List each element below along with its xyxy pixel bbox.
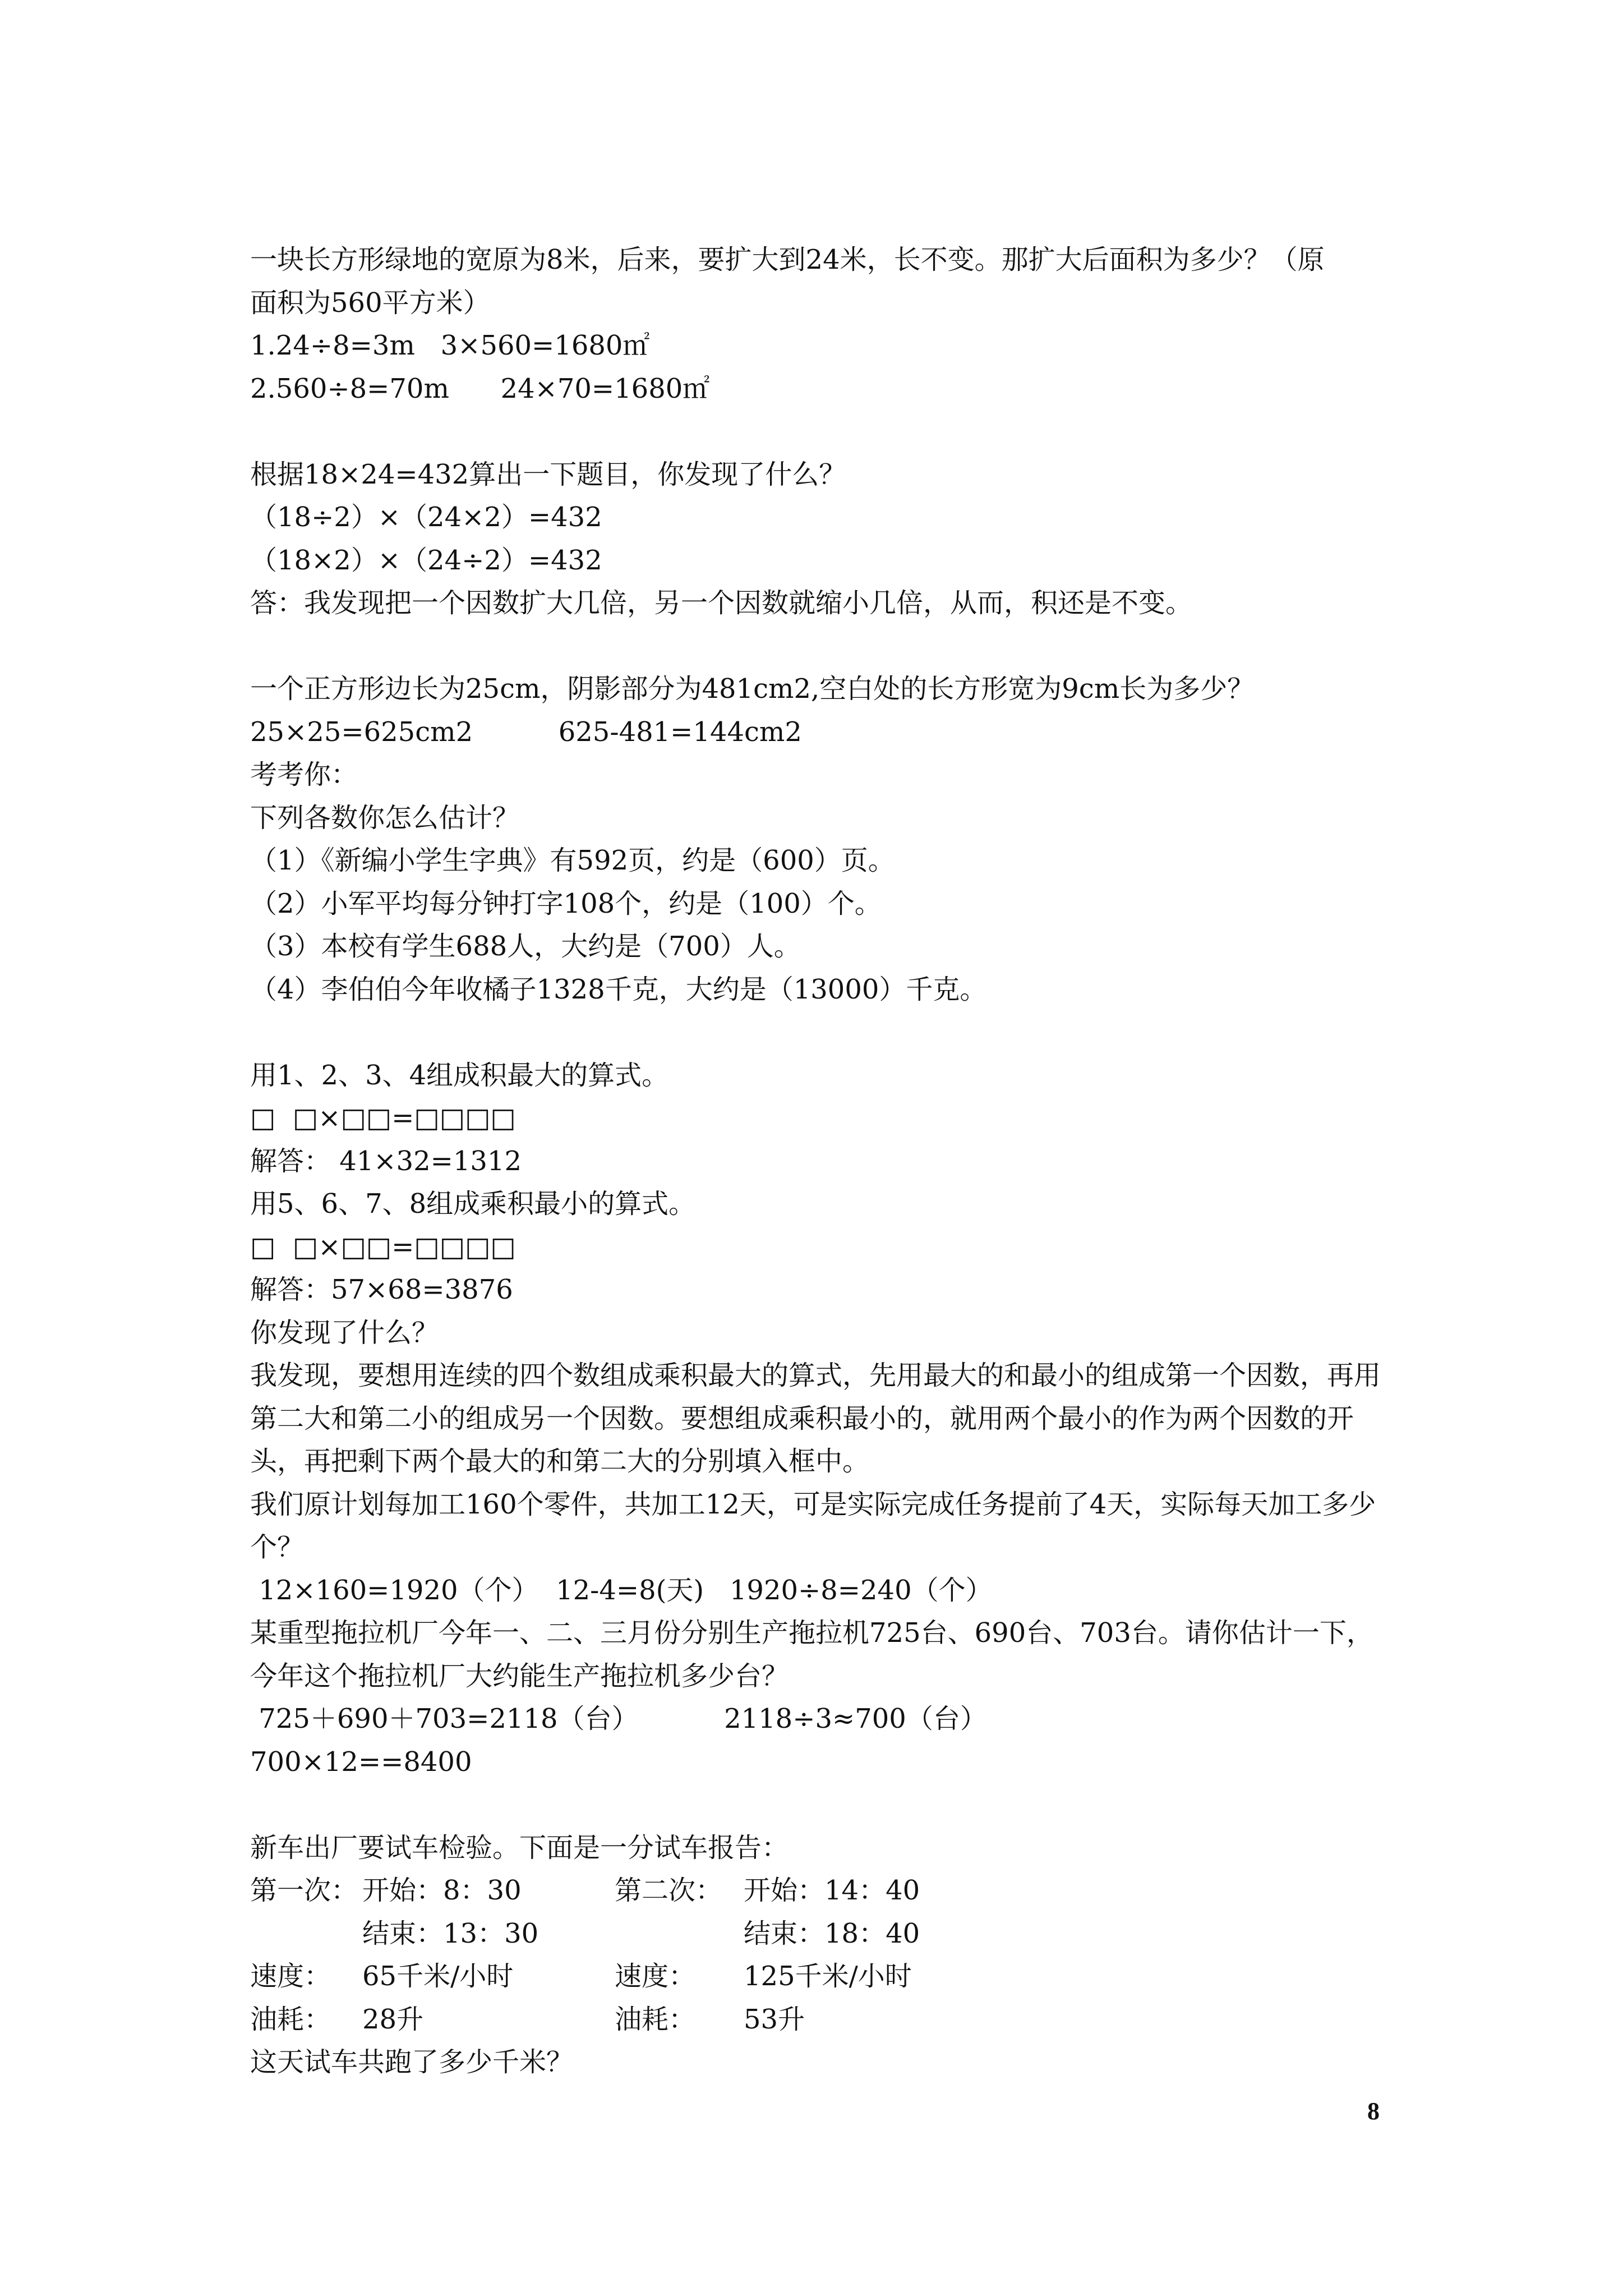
problem-5-boxes-max: □ □×□□=□□□□ <box>250 1102 516 1134</box>
document-body <box>250 238 1400 2084</box>
problem-5-prompt-min: 用5、6、7、8组成乘积最小的算式。 <box>250 1188 696 1220</box>
problem-7-prompt: 某重型拖拉机厂今年一、二、三月份分别生产拖拉机725台、690台、703台。请你估计一下，今年这个拖拉机厂大约能生产拖拉机多少台？ <box>250 1617 1373 1692</box>
problem-1-text-line-2: 面积为560平方米） <box>250 287 490 319</box>
first-run-speed: 65千米/小时 <box>362 1961 514 1992</box>
problem-6-solution: 12×160=1920（个） 12-4=8(天) 1920÷8=240（个） <box>250 1574 993 1606</box>
estimate-item-1: （1）《新编小学生字典》有592页，约是（600）页。 <box>250 845 895 876</box>
second-run-end: 结束：18：40 <box>744 1917 920 1949</box>
second-run-speed: 125千米/小时 <box>744 1961 912 1992</box>
problem-1-solution-1: 1.24÷8=3m 3×560=1680㎡ <box>250 330 650 361</box>
problem-8-question: 这天试车共跑了多少千米？ <box>250 2046 574 2078</box>
problem-5-finding: 我发现，要想用连续的四个数组成乘积最大的算式，先用最大的和最小的组成第一个因数，再用第二大和第二小的组成另一个因数。要想组成乘积最小的，就用两个最小的作为两个因数的开头，再把剩下两个最大的和第二大的分别填入框中。 <box>250 1360 1381 1477</box>
second-speed-label: 速度： <box>615 1961 696 1992</box>
problem-8-prompt: 新车出厂要试车检验。下面是一分试车报告： <box>250 1832 789 1864</box>
problem-3-prompt: 一个正方形边长为25cm，阴影部分为481cm2,空白处的长方形宽为9cm长为多少？ <box>250 673 1255 705</box>
second-run-start: 开始：14：40 <box>744 1875 920 1906</box>
estimate-item-2: （2）小军平均每分钟打字108个，约是（100）个。 <box>250 887 882 919</box>
problem-4-title: 考考你： <box>250 759 358 790</box>
first-fuel-label: 油耗： <box>250 2003 331 2035</box>
second-fuel-label: 油耗： <box>615 2003 696 2035</box>
spacer <box>250 1783 1400 1826</box>
problem-7-solution-2: 700×12==8400 <box>250 1746 472 1778</box>
problem-4-prompt: 下列各数你怎么估计？ <box>250 802 520 834</box>
problem-5-answer-max: 解答： 41×32=1312 <box>250 1145 522 1177</box>
first-run-fuel: 28升 <box>362 2003 424 2035</box>
second-run-fuel: 53升 <box>744 2003 805 2035</box>
problem-3-solution: 25×25=625cm2 625-481=144cm2 <box>250 716 802 748</box>
first-run-start: 开始：8：30 <box>362 1875 522 1906</box>
spacer <box>250 1011 1400 1054</box>
problem-2-prompt: 根据18×24=432算出一下题目，你发现了什么？ <box>250 458 846 490</box>
problem-5-answer-min: 解答：57×68=3876 <box>250 1274 513 1305</box>
problem-2-equation-2: （18×2）×（24÷2）=432 <box>250 544 602 576</box>
second-run-label: 第二次： <box>615 1875 723 1906</box>
problem-2-answer: 答：我发现把一个因数扩大几倍，另一个因数就缩小几倍，从而，积还是不变。 <box>250 587 1193 619</box>
problem-1-solution-2: 2.560÷8=70m 24×70=1680㎡ <box>250 372 710 404</box>
estimate-item-3: （3）本校有学生688人，大约是（700）人。 <box>250 931 801 962</box>
estimate-item-4: （4）李伯伯今年收橘子1328千克，大约是（13000）千克。 <box>250 973 987 1005</box>
report-row-speed <box>250 1955 1400 1998</box>
problem-2-equation-1: （18÷2）×（24×2）=432 <box>250 501 602 533</box>
problem-5-boxes-min: □ □×□□=□□□□ <box>250 1231 516 1263</box>
first-speed-label: 速度： <box>250 1961 331 1992</box>
problem-6-prompt: 我们原计划每加工160个零件，共加工12天，可是实际完成任务提前了4天，实际每天加工多少个？ <box>250 1488 1376 1563</box>
first-run-label: 第一次： <box>250 1875 358 1906</box>
spacer <box>250 625 1400 668</box>
spacer <box>250 410 1400 453</box>
report-row-fuel <box>250 1998 1400 2041</box>
report-row-end <box>250 1912 1400 1955</box>
first-run-end: 结束：13：30 <box>362 1917 539 1949</box>
problem-7-solution-1: 725＋690＋703=2118（台） 2118÷3≈700（台） <box>250 1703 987 1734</box>
problem-5-prompt-max: 用1、2、3、4组成积最大的算式。 <box>250 1059 669 1091</box>
page-number: 8 <box>1367 2097 1380 2125</box>
problem-5-question: 你发现了什么？ <box>250 1317 439 1349</box>
problem-1-text-line-1: 一块长方形绿地的宽原为8米，后来，要扩大到24米，长不变。那扩大后面积为多少？（原 <box>250 244 1325 275</box>
report-row-start <box>250 1869 1400 1912</box>
